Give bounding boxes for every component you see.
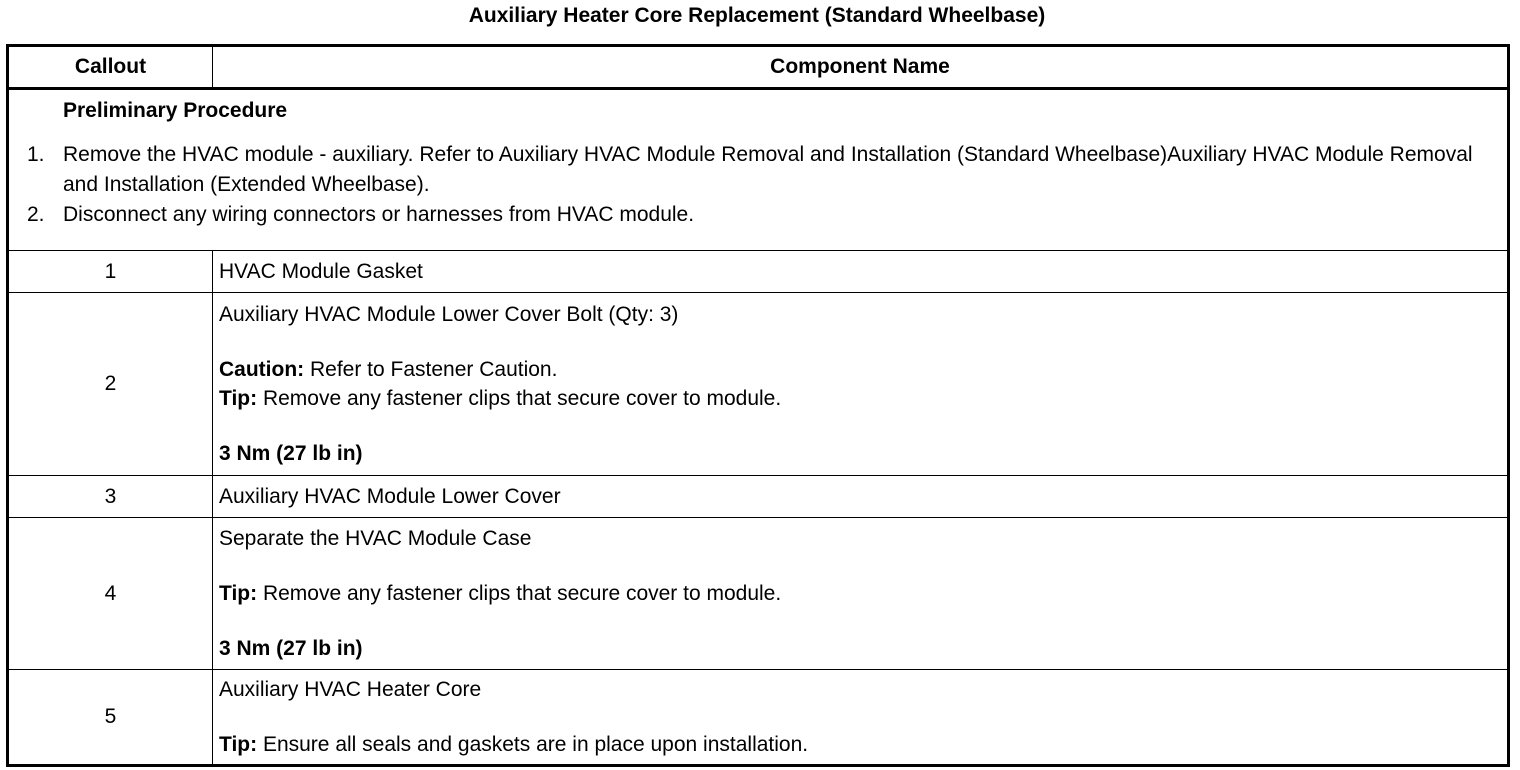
table-row [8,670,1509,766]
table-row [8,251,1509,293]
tip-text: Remove any fastener clips that secure cover to module. [257,387,782,410]
tip-note [219,579,1507,608]
table-row [8,476,1509,518]
tip-label: Tip: [219,387,258,410]
callout-number: 5 [8,670,213,766]
callout-number: 2 [8,293,213,476]
step-text: Remove the HVAC module - auxiliary. Refer to Auxiliary HVAC Module Removal and Installation (Standard Wheelbase)Auxiliary HVAC Module Removal and Installation (Extended Wheelbase). [63,143,1473,196]
page-title: Auxiliary Heater Core Replacement (Standard Wheelbase) [468,4,1046,27]
table-row [8,518,1509,670]
tip-text: Remove any fastener clips that secure cover to module. [257,582,782,605]
callout-column-header: Callout [8,46,213,89]
caution-note [219,355,1507,384]
callout-number: 1 [8,251,213,293]
preliminary-procedure-heading: Preliminary Procedure [63,99,288,122]
component-table [6,44,1510,767]
table-row [8,293,1509,476]
callout-number: 4 [8,518,213,670]
preliminary-procedure-cell [8,89,1509,251]
step-text: Disconnect any wiring connectors or harnesses from HVAC module. [63,203,695,226]
component-name: Separate the HVAC Module Case [219,527,532,550]
component-name: HVAC Module Gasket [213,251,1509,293]
tip-label: Tip: [219,582,258,605]
caution-label: Caution: [219,358,305,381]
tip-note [219,730,1507,759]
callout-number: 3 [8,476,213,518]
step-number: 1. [27,143,45,166]
table-header-row [8,46,1509,89]
torque-spec: 3 Nm (27 lb in) [219,442,363,465]
component-details [213,518,1509,670]
tip-label: Tip: [219,733,258,756]
tip-note [219,384,1507,413]
component-name-column-header: Component Name [213,46,1509,89]
tip-text: Ensure all seals and gaskets are in place upon installation. [257,733,809,756]
step-number: 2. [27,203,45,226]
preliminary-step [9,200,1507,230]
component-details [213,293,1509,476]
component-name: Auxiliary HVAC Module Lower Cover Bolt (Qty: 3) [219,303,679,326]
component-details [213,670,1509,766]
component-name: Auxiliary HVAC Module Lower Cover [213,476,1509,518]
component-name: Auxiliary HVAC Heater Core [219,678,482,701]
torque-spec: 3 Nm (27 lb in) [219,637,363,660]
preliminary-step [9,140,1507,200]
preliminary-steps-list [9,140,1507,230]
caution-text: Refer to Fastener Caution. [304,358,558,381]
preliminary-procedure-row [8,89,1509,251]
